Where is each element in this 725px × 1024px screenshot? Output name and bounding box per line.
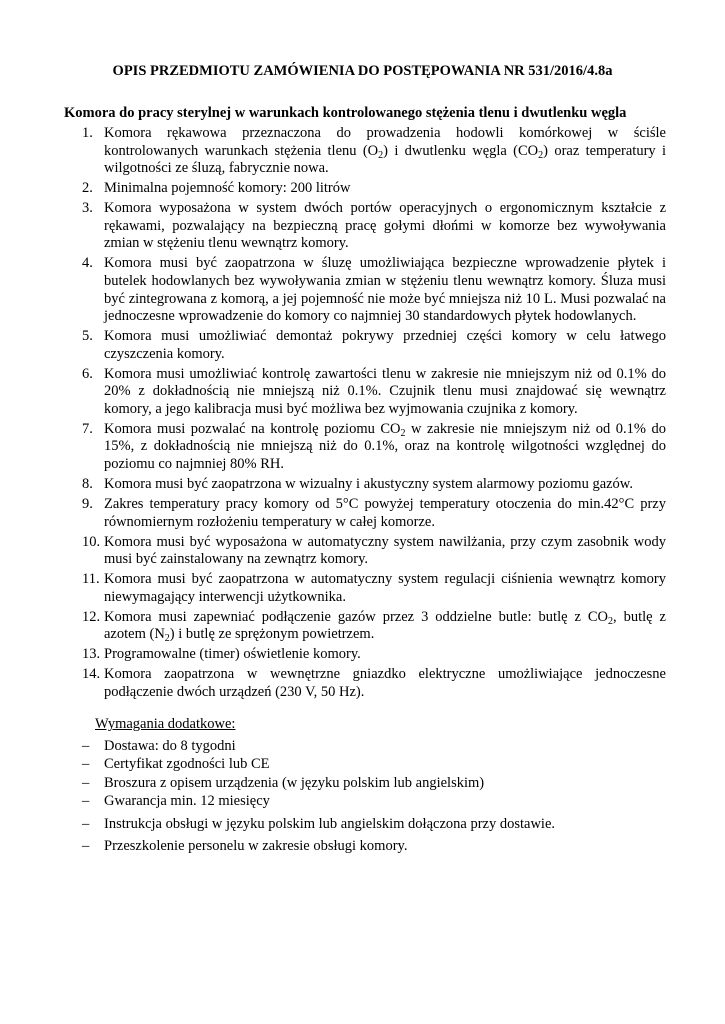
list-item-number: 8.	[82, 476, 93, 493]
list-item	[0, 646, 725, 664]
dash-bullet-icon: –	[82, 756, 90, 773]
list-item	[0, 793, 725, 811]
list-item	[0, 571, 725, 606]
list-item-text: Komora musi być wyposażona w automatyczny system nawilżania, przy czym zasobnik wody musi być zainstalowany na zewnątrz komory.	[104, 533, 666, 568]
list-item-number: 9.	[82, 496, 93, 512]
document-title: OPIS PRZEDMIOTU ZAMÓWIENIA DO POSTĘPOWANIA NR 531/2016/4.8a	[112, 63, 613, 79]
list-item-text: Komora wyposażona w system dwóch portów operacyjnych o ergonomicznym kształcie z rękawami, pozwalający na bezpieczną pracę gołymi dłońmi w komorze bez wywoływania zmian w stężeniu tlenu wewnątrz komory.	[104, 200, 666, 252]
list-item	[0, 756, 725, 774]
requirements-list	[0, 125, 725, 704]
list-item-text: Komora musi pozwalać na kontrolę poziomu $CO_2$ w zakresie nie mniejszym niż od 0.1% do 15%, z dokładnością nie mniejszą niż do 0.1%, oraz na kontrolę wilgotności względnej do poziomu co najmniej 80% RH.	[104, 420, 666, 473]
list-item	[0, 816, 725, 834]
dash-bullet-icon: –	[82, 793, 90, 810]
list-item	[0, 838, 725, 856]
list-item	[0, 496, 725, 531]
list-item	[0, 534, 725, 569]
list-item-number: 12.	[82, 608, 101, 625]
additional-requirements-list	[0, 738, 725, 856]
list-item-text: Komora musi umożliwiać demontaż pokrywy przedniej części komory w celu łatwego czyszczenia komory.	[104, 328, 666, 362]
list-item-text: Minimalna pojemność komory: 200 litrów	[104, 180, 351, 197]
list-item-text: Komora musi zapewniać podłączenie gazów przez 3 oddzielne butle: butlę z $CO_2$, butlę z azotem $(N_2)$ i butlę ze sprężonym powietrzem.	[104, 608, 666, 645]
list-item	[0, 666, 725, 701]
list-item	[0, 180, 725, 198]
additional-requirement-text: Instrukcja obsługi w języku polskim lub angielskim dołączona przy dostawie.	[104, 815, 556, 832]
dash-bullet-icon: –	[82, 738, 90, 754]
list-item-text: Komora musi umożliwiać kontrolę zawartości tlenu w zakresie nie mniejszym niż od 0.1% do 20% z dokładnością nie mniejszą niż 0.1%. Czujnik tlenu musi znajdować się wewnątrz komory, a jego kalibracja musi być możliwa bez wyjmowania czujnika z komory.	[104, 365, 666, 417]
list-item-text: Komora musi być zaopatrzona w śluzę umożliwiająca bezpieczne wprowadzenie płytek i butelek hodowlanych bez wywoływania zmian w stężeniu tlenu wewnątrz komory. Śluza musi być zintegrowana z komorą, a jej pojemność nie może być mniejsza niż 10 L. Musi pozwalać na jednoczesne wprowadzenie do komory co najmniej 30 standardowych płytek hodowlanych.	[104, 255, 666, 325]
additional-requirement-text: Przeszkolenie personelu w zakresie obsługi komory.	[104, 837, 408, 854]
list-item-text: Komora musi być zaopatrzona w wizualny i akustyczny system alarmowy poziomu gazów.	[104, 476, 633, 493]
list-item-text: Zakres temperatury pracy komory od 5°C powyżej temperatury otoczenia do min.42°C przy równomiernym rozłożeniu temperatury w całej komorze.	[104, 496, 666, 530]
list-item-text: Komora zaopatrzona w wewnętrzne gniazdko elektryczne umożliwiające jednoczesne podłączenie dwóch urządzeń (230 V, 50 Hz).	[104, 666, 666, 700]
list-item	[0, 421, 725, 474]
list-item	[0, 200, 725, 253]
additional-requirement-text: Certyfikat zgodności lub CE	[104, 756, 270, 773]
dash-bullet-icon: –	[82, 837, 90, 854]
list-item-text: Komora rękawowa przeznaczona do prowadzenia hodowli komórkowej w ściśle kontrolowanych warunkach stężenia tlenu $(O_2)$ i dwutlenku węgla $(CO_2)$ oraz temperatury i wilgotności ze śluzą, fabrycznie nowa.	[104, 125, 667, 177]
list-item-number: 13.	[82, 646, 101, 663]
list-item-number: 3.	[82, 200, 93, 217]
dash-bullet-icon: –	[82, 815, 90, 832]
list-item	[0, 255, 725, 325]
list-item	[0, 609, 725, 644]
list-item-number: 7.	[82, 420, 93, 437]
additional-requirements-heading: Wymagania dodatkowe:	[95, 716, 236, 732]
list-item-text: Komora musi być zaopatrzona w automatyczny system regulacji ciśnienia wewnątrz komory niewymagający interwencji użytkownika.	[104, 571, 666, 605]
list-item-number: 1.	[82, 125, 93, 141]
list-item-number: 10.	[82, 533, 101, 550]
list-item-number: 5.	[82, 328, 93, 345]
list-item-number: 14.	[82, 666, 101, 683]
list-item-number: 4.	[82, 255, 93, 272]
list-item-number: 11.	[82, 571, 100, 588]
list-item-text: Programowalne (timer) oświetlenie komory.	[104, 646, 361, 663]
list-item	[0, 476, 725, 494]
list-item-number: 6.	[82, 365, 93, 382]
list-item	[0, 328, 725, 363]
document-subtitle: Komora do pracy sterylnej w warunkach kontrolowanego stężenia tlenu i dwutlenku węgla	[64, 105, 627, 121]
list-item	[0, 366, 725, 419]
list-item	[0, 125, 725, 178]
list-item	[0, 775, 725, 793]
list-item-number: 2.	[82, 180, 93, 197]
additional-requirement-text: Dostawa: do 8 tygodni	[104, 738, 236, 754]
list-item	[0, 738, 725, 756]
additional-requirement-text: Gwarancja min. 12 miesięcy	[104, 793, 270, 810]
dash-bullet-icon: –	[82, 774, 90, 791]
additional-requirement-text: Broszura z opisem urządzenia (w języku polskim lub angielskim)	[104, 774, 485, 791]
